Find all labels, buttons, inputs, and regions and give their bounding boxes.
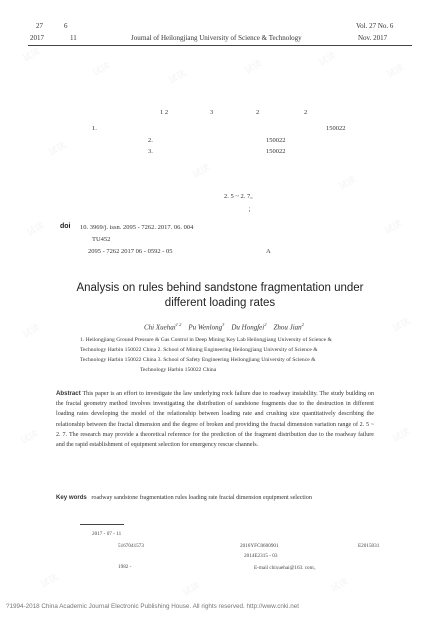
cn-author-mark: 2 (304, 109, 308, 116)
watermark: 试读 (167, 68, 189, 87)
watermark: 试读 (385, 62, 407, 81)
document-code: A (266, 248, 271, 255)
cn-affil-number: 1. (92, 125, 97, 132)
fund-number: 2016YFC0600901 (240, 543, 279, 549)
fund-number: E2015031 (358, 543, 380, 549)
keywords-label: Key words (56, 494, 87, 501)
keywords-text: roadway sandstone fragmentation rules loading rate fractal dimension equipment selection (91, 495, 312, 501)
affiliation-line: Technology Harbin 150022 China (140, 367, 217, 373)
author-name: Zhou Jian (273, 323, 302, 332)
keywords (56, 493, 374, 503)
cn-author-mark: 2 (256, 109, 260, 116)
author-name: Du Hongfei (231, 323, 265, 332)
author-name: Chi Xuehai (144, 323, 176, 332)
watermark: 试读 (91, 60, 113, 79)
cn-keyword-separator: ； (248, 206, 255, 213)
watermark: 试读 (243, 58, 265, 77)
header-volume-cn: 27 (36, 22, 43, 30)
header-journal-name: Journal of Heilongjiang University of Science & Technology (131, 34, 302, 42)
header-volume-en: Vol. 27 No. 6 (356, 22, 394, 30)
abstract (56, 389, 374, 450)
author-birth-year: 1982 - (118, 564, 132, 570)
header-rule (28, 45, 412, 46)
watermark: 试读 (337, 174, 359, 193)
cn-affil-number: 2. (148, 137, 153, 144)
cn-author-mark: 1 2 (160, 109, 169, 116)
watermark: 试读 (191, 162, 213, 181)
watermark: 试读 (21, 46, 43, 65)
article-number: 2095 - 7262 2017 06 - 0592 - 05 (88, 248, 173, 255)
affiliation-line: Technology Harbin 150022 China 2. School of Mining Engineering Heilongjiang University of Science & (80, 347, 318, 353)
watermark: 试读 (25, 220, 47, 239)
received-date: 2017 - 07 - 11 (92, 531, 122, 537)
watermark: 试读 (39, 572, 61, 591)
author-list: Chi Xuehai$^{1 2}$ Pu Wenlong$^3$ Du Hongfei$^2$ Zhou Jian$^2$ (144, 322, 304, 332)
header-date-en: Nov. 2017 (358, 34, 388, 42)
header-month-cn: 11 (70, 34, 77, 42)
watermark: 试读 (21, 322, 43, 341)
copyright-notice: ?1994-2018 China Academic Journal Electronic Publishing House. All rights reserved. http://www.cnki.net (6, 603, 299, 610)
header-year-cn: 2017 (30, 34, 44, 42)
cn-author-mark: 3 (210, 109, 214, 116)
watermark: 试读 (391, 426, 413, 445)
fund-number: 5167041573 (118, 543, 144, 549)
header-issue-cn: 6 (64, 22, 68, 30)
doi-value: 10. 3969/j. issn. 2095 - 7262. 2017. 06. 004 (80, 224, 194, 231)
watermark: 试读 (329, 576, 351, 595)
watermark: 试读 (391, 316, 413, 335)
author-email: E-mail chixuehai@163. com。 (254, 565, 319, 571)
watermark: 试读 (317, 50, 339, 69)
author-name: Pu Wenlong (188, 323, 223, 332)
watermark: 试读 (47, 140, 69, 159)
cn-affil-postcode: 150022 (266, 137, 286, 144)
cn-affil-number: 3. (148, 148, 153, 155)
abstract-label: Abstract (56, 390, 81, 397)
watermark: 试读 (181, 580, 203, 599)
fund-number: 2014E2315 - 03 (244, 553, 278, 559)
watermark: 试读 (383, 218, 405, 237)
affiliation-line: 1. Heilongjiang Ground Pressure & Gas Control in Deep Mining Key Lab Heilongjiang University of Science & (80, 337, 332, 343)
affiliation-line: Technology Harbin 150022 China 3. School of Safety Engineering Heilongjiang University of Science & (80, 357, 316, 363)
doi-label: doi (60, 223, 71, 230)
article-title-line: Analysis on rules behind sandstone fragmentation under (76, 282, 364, 294)
cn-abstract-range: 2. 5 ~ 2. 7。 (224, 193, 257, 200)
affiliations (80, 335, 370, 375)
article-title-line: different loading rates (164, 297, 276, 309)
footnote-rule (80, 524, 124, 525)
clc-number: TU452 (92, 236, 111, 243)
watermark: 试读 (19, 428, 41, 447)
abstract-text: This paper is an effort to investigate the law underlying rock failure due to roadway instability. The study building on the fractal geometry method involves investigating the distribution of sandstone fragments due to the destruction in different loading rates developing the model of the relationship between loading rate and crushing size quantitatively describing the relationship between the fractal dimension and the degree of broken and providing the fractal dimension variation range of 2. 5 ~ 2. 7. The research may provide a theoretical reference for the prediction of the fragment distribution due to the roadway failure and the rapid establishment of equipment selection for emergency rescue channels. (56, 391, 374, 449)
cn-affil-postcode: 150022 (266, 148, 286, 155)
cn-affil-postcode: 150022 (326, 125, 346, 132)
